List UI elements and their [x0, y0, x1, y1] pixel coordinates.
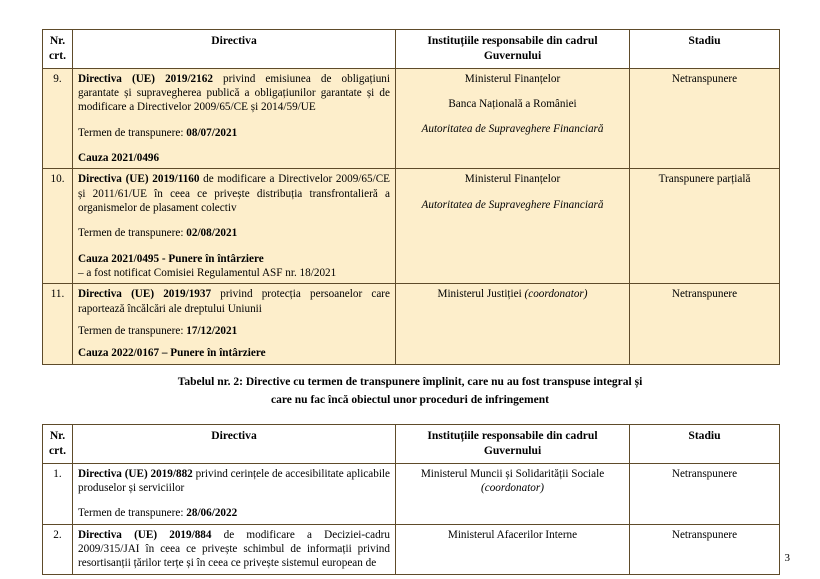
row-number: 2. — [43, 524, 73, 574]
directive-body: privind emisiunea de obligațiuni garantate și supravegherea publică a obligațiunilor garantate și de modificare a Directivelor 2009/65/CE și 2014/59/UE — [78, 72, 390, 114]
page-number: 3 — [784, 552, 790, 564]
institution-name: Ministerul Afacerilor Interne — [447, 528, 578, 541]
header-institutii-line2: Guvernului — [483, 48, 542, 62]
cell-directiva — [73, 284, 396, 364]
caption-line-1: Tabelul nr. 2: Directive cu termen de transpunere împlinit, care nu au fost transpuse integral și — [177, 376, 643, 388]
row-number: 9. — [43, 68, 73, 169]
table-row — [43, 524, 780, 574]
table-row — [43, 169, 780, 284]
cell-directiva — [73, 68, 396, 169]
directive-title: Directiva (UE) 2019/2162 — [78, 72, 213, 85]
row-number: 11. — [43, 284, 73, 364]
header-directiva: Directiva — [73, 425, 396, 464]
directive-body: de modificare a Directivelor 2009/65/CE și 2011/61/UE în ceea ce privește distribuția transfrontalieră a organismelor de plasament colectiv — [78, 173, 390, 214]
header-nr-crt — [43, 30, 73, 69]
caption-line-2: care nu fac încă obiectul unor proceduri de infringement — [271, 393, 549, 406]
spacer — [401, 187, 624, 198]
termen-label: Termen de transpunere: — [78, 227, 187, 240]
termen-line — [78, 506, 390, 520]
institution-name: Ministerul Finanțelor — [464, 173, 561, 186]
directive-body: privind protecția persoanelor care raportează încălcări ale dreptului Uniunii — [78, 288, 390, 315]
header-directiva: Directiva — [73, 30, 396, 69]
directive-title: Directiva (UE) 2019/1937 — [78, 288, 212, 301]
institution-name: Autoritatea de Supraveghere Financiară — [421, 123, 604, 136]
termen-value: 08/07/2021 — [186, 126, 238, 139]
header-institutii-line1: Instituțiile responsabile din cadrul — [427, 429, 598, 442]
header-institutii-line2: Guvernului — [483, 443, 542, 457]
header-nr-line1: Nr. — [49, 34, 66, 47]
table-1-header-row — [43, 30, 780, 69]
termen-label: Termen de transpunere: — [78, 324, 187, 337]
termen-line — [78, 126, 390, 140]
spacer — [78, 215, 390, 226]
institution-name — [401, 287, 624, 301]
row-number: 10. — [43, 169, 73, 284]
header-nr-line2: crt. — [48, 443, 67, 457]
spacer — [401, 86, 624, 97]
header-nr-crt — [43, 425, 73, 464]
header-institutii — [396, 30, 630, 69]
table-row — [43, 463, 780, 524]
spacer — [78, 115, 390, 126]
institution-name: Banca Națională a României — [448, 97, 577, 110]
institution-name: Ministerul Finanțelor — [464, 72, 561, 85]
spacer — [401, 111, 624, 122]
cell-institutii — [396, 169, 630, 284]
spacer — [78, 316, 390, 324]
directive-title: Directiva (UE) 2019/884 — [78, 528, 212, 541]
header-stadiu: Stadiu — [630, 30, 780, 69]
directive-body: de modificare a Deciziei-cadru 2009/315/JAI în ceea ce privește schimbul de informații privind resortisanții țărilor terțe și în ceea ce privește sistemul european de — [78, 528, 390, 570]
cell-stadiu: Netranspunere — [630, 463, 780, 524]
cauza-line: Cauza 2021/0495 - Punere în întârziere — [78, 252, 264, 265]
institution-name: Autoritatea de Supraveghere Financiară — [421, 198, 604, 211]
institution-role: (coordonator) — [524, 288, 588, 301]
table-2-caption — [110, 374, 710, 410]
spacer — [78, 338, 390, 346]
termen-value: 02/08/2021 — [186, 227, 238, 240]
cauza-note: – a fost notificat Comisiei Regulamentul ASF nr. 18/2021 — [78, 266, 337, 279]
cell-stadiu: Transpunere parțială — [630, 169, 780, 284]
table-1-directives — [42, 29, 780, 365]
termen-label: Termen de transpunere: — [78, 126, 187, 139]
termen-line — [78, 226, 390, 240]
directive-title: Directiva (UE) 2019/882 — [78, 467, 193, 480]
header-institutii-line1: Instituțiile responsabile din cadrul — [427, 34, 598, 47]
termen-value: 17/12/2021 — [186, 324, 238, 337]
header-institutii — [396, 425, 630, 464]
institution-label: Ministerul Justiției — [437, 288, 525, 301]
cauza-line: Cauza 2021/0496 — [78, 151, 160, 164]
table-2-directives — [42, 424, 780, 575]
cell-stadiu: Netranspunere — [630, 524, 780, 574]
termen-label: Termen de transpunere: — [78, 507, 187, 520]
cauza-line: Cauza 2022/0167 – Punere în întârziere — [78, 347, 266, 360]
spacer — [78, 140, 390, 151]
cell-stadiu: Netranspunere — [630, 284, 780, 364]
institution-role: (coordonator) — [481, 481, 544, 494]
directive-body: privind cerințele de accesibilitate aplicabile produselor și serviciilor — [78, 467, 391, 494]
cell-directiva — [73, 463, 396, 524]
termen-value: 28/06/2022 — [186, 507, 238, 520]
cell-directiva — [73, 169, 396, 284]
cell-directiva — [73, 524, 396, 574]
cell-institutii — [396, 68, 630, 169]
table-row — [43, 68, 780, 169]
termen-line — [78, 324, 390, 338]
cell-institutii — [396, 463, 630, 524]
cell-stadiu: Netranspunere — [630, 68, 780, 169]
header-nr-line2: crt. — [48, 48, 67, 62]
spacer — [78, 495, 390, 506]
cell-institutii — [396, 284, 630, 364]
row-number: 1. — [43, 463, 73, 524]
table-2-header-row — [43, 425, 780, 464]
spacer — [78, 241, 390, 252]
directive-title: Directiva (UE) 2019/1160 — [78, 173, 200, 186]
institution-name: Ministerul Muncii și Solidarității Sociale — [420, 467, 605, 480]
header-stadiu: Stadiu — [630, 425, 780, 464]
table-row — [43, 284, 780, 364]
header-nr-line1: Nr. — [49, 429, 66, 442]
cell-institutii — [396, 524, 630, 574]
